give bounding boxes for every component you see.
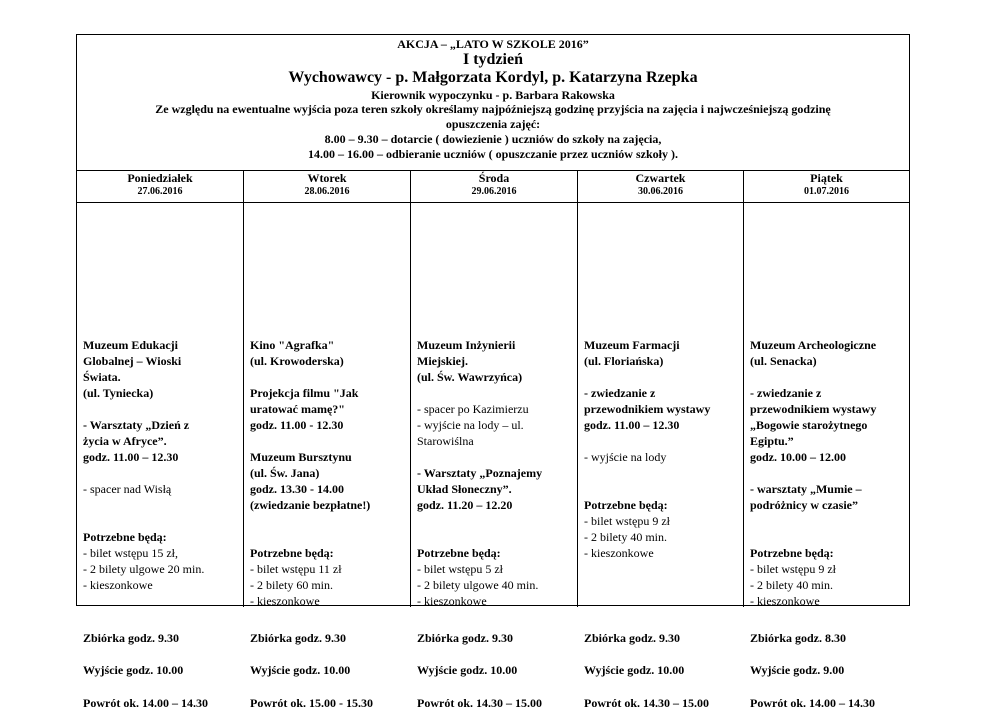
blank-line — [250, 529, 407, 545]
day-column-monday — [77, 170, 243, 710]
content-line: - bilet wstępu 15 zł, — [83, 546, 178, 560]
blank-line — [750, 369, 906, 385]
day-content — [584, 337, 740, 561]
gathering-time: Zbiórka godz. 8.30 — [750, 631, 847, 645]
gathering-time: Zbiórka godz. 9.30 — [83, 631, 180, 645]
blank-line — [584, 369, 740, 385]
blank-line — [417, 529, 574, 545]
content-line: (ul. Św. Wawrzyńca) — [417, 370, 523, 384]
content-line: godz. 11.00 - 12.30 — [250, 418, 344, 432]
content-line: Globalnej – Wioski — [83, 354, 182, 368]
blank-line — [250, 433, 407, 449]
blank-line — [83, 497, 240, 513]
day-content — [750, 337, 906, 609]
blank-line — [83, 513, 240, 529]
blank-line — [750, 465, 906, 481]
day-column-wednesday — [410, 170, 577, 710]
content-line: - 2 bilety 40 min. — [584, 530, 667, 544]
day-date: 29.06.2016 — [471, 186, 517, 197]
notice-line: Ze względu na ewentualne wyjścia poza teren szkoły określamy najpóźniejszą godzinę przyjścia na zajęcia i najwcześniejszą godzinę — [155, 102, 831, 116]
content-line: Muzeum Archeologiczne — [750, 338, 877, 352]
return-time: Powrót ok. 14.00 – 14.30 — [83, 696, 208, 710]
content-line: (ul. Senacka) — [750, 354, 817, 368]
content-line: Potrzebne będą: — [584, 498, 668, 512]
blank-line — [417, 385, 574, 401]
content-line: podróżnicy w czasie” — [750, 498, 858, 512]
return-time: Powrót ok. 14.30 – 15.00 — [417, 696, 542, 710]
content-line: Muzeum Edukacji — [83, 338, 179, 352]
content-line: Starowiślna — [417, 434, 474, 448]
content-line: - spacer po Kazimierzu — [417, 402, 529, 416]
content-line: - Warsztaty „Poznajemy — [417, 466, 543, 480]
content-line: Muzeum Bursztynu — [250, 450, 352, 464]
content-line: (ul. Krowoderska) — [250, 354, 344, 368]
content-line: Muzeum Farmacji — [584, 338, 680, 352]
departure-time: Wyjście godz. 10.00 — [417, 663, 518, 677]
content-line: godz. 10.00 – 12.00 — [750, 450, 846, 464]
blank-line — [584, 433, 740, 449]
day-date: 27.06.2016 — [137, 186, 183, 197]
manager-line: Kierownik wypoczynku - p. Barbara Rakowska — [371, 88, 615, 102]
blank-line — [584, 481, 740, 497]
blank-line — [750, 529, 906, 545]
schedule-table — [76, 34, 910, 710]
notice-line-cont: opuszczenia zajęć: — [445, 117, 541, 131]
day-name: Piątek — [810, 171, 843, 185]
gathering-time: Zbiórka godz. 9.30 — [584, 631, 681, 645]
departure-time: Wyjście godz. 9.00 — [750, 663, 845, 677]
content-line: - warsztaty „Mumie – — [750, 482, 862, 496]
day-name: Czwartek — [635, 171, 686, 185]
day-column-thursday — [577, 170, 743, 710]
gathering-time: Zbiórka godz. 9.30 — [417, 631, 514, 645]
content-line: - 2 bilety ulgowe 40 min. — [417, 578, 539, 592]
week-title: I tydzień — [463, 51, 523, 68]
return-time: Powrót ok. 15.00 - 15.30 — [250, 696, 373, 710]
content-line: - bilet wstępu 9 zł — [584, 514, 670, 528]
content-line: życia w Afryce”. — [83, 434, 167, 448]
content-line: przewodnikiem wystawy — [750, 402, 877, 416]
content-line: „Bogowie starożytnego — [750, 418, 868, 432]
content-line: godz. 11.20 – 12.20 — [417, 498, 513, 512]
content-line: - spacer nad Wisłą — [83, 482, 172, 496]
blank-line — [584, 465, 740, 481]
schedule-header — [77, 35, 909, 170]
content-line: - wyjście na lody – ul. — [417, 418, 524, 432]
content-line: - zwiedzanie z — [584, 386, 656, 400]
content-line: (ul. Floriańska) — [584, 354, 664, 368]
blank-line — [250, 513, 407, 529]
content-line: - wyjście na lody — [584, 450, 667, 464]
content-line: godz. 11.00 – 12.30 — [584, 418, 680, 432]
content-line: - kieszonkowe — [250, 594, 320, 608]
content-line: przewodnikiem wystawy — [584, 402, 711, 416]
blank-line — [417, 513, 574, 529]
content-line: Miejskiej. — [417, 354, 468, 368]
content-line: - kieszonkowe — [750, 594, 820, 608]
day-content — [250, 337, 407, 609]
content-line: - kieszonkowe — [83, 578, 153, 592]
departure-time: Wyjście godz. 10.00 — [584, 663, 685, 677]
content-line: Muzeum Inżynierii — [417, 338, 516, 352]
day-column-tuesday — [243, 170, 410, 710]
content-line: - bilet wstępu 11 zł — [250, 562, 342, 576]
content-line: Potrzebne będą: — [83, 530, 167, 544]
campaign-title: AKCJA – „LATO W SZKOLE 2016” — [397, 37, 589, 51]
departure-time: Wyjście godz. 10.00 — [83, 663, 184, 677]
content-line: uratować mamę?" — [250, 402, 345, 416]
day-column-friday — [743, 170, 909, 710]
blank-line — [750, 513, 906, 529]
content-line: - zwiedzanie z — [750, 386, 822, 400]
content-line: Projekcja filmu "Jak — [250, 386, 359, 400]
content-line: Kino "Agrafka" — [250, 338, 335, 352]
pickup-hours: 14.00 – 16.00 – odbieranie uczniów ( opuszczanie przez uczniów szkoły ). — [308, 147, 678, 161]
content-line: Świata. — [83, 370, 121, 384]
content-line: - bilet wstępu 9 zł — [750, 562, 836, 576]
blank-line — [83, 401, 240, 417]
blank-line — [417, 449, 574, 465]
day-date: 28.06.2016 — [304, 186, 350, 197]
content-line: Potrzebne będą: — [750, 546, 834, 560]
day-name: Poniedziałek — [127, 171, 193, 185]
gathering-time: Zbiórka godz. 9.30 — [250, 631, 347, 645]
content-line: Układ Słoneczny”. — [417, 482, 512, 496]
content-line: godz. 11.00 – 12.30 — [83, 450, 179, 464]
content-line: (ul. Św. Jana) — [250, 466, 320, 480]
content-line: (ul. Tyniecka) — [83, 386, 154, 400]
content-line: Egiptu.” — [750, 434, 794, 448]
day-date: 01.07.2016 — [804, 186, 849, 197]
content-line: - kieszonkowe — [584, 546, 654, 560]
day-date: 30.06.2016 — [638, 186, 683, 197]
blank-line — [83, 465, 240, 481]
day-content — [417, 337, 574, 609]
arrival-hours: 8.00 – 9.30 – dotarcie ( dowiezienie ) uczniów do szkoły na zajęcia, — [324, 132, 662, 146]
blank-line — [250, 369, 407, 385]
content-line: - 2 bilety 60 min. — [250, 578, 333, 592]
content-line: godz. 13.30 - 14.00 — [250, 482, 344, 496]
return-time: Powrót ok. 14.30 – 15.00 — [584, 696, 709, 710]
content-line: Potrzebne będą: — [417, 546, 501, 560]
content-line: - bilet wstępu 5 zł — [417, 562, 503, 576]
content-line: - Warsztaty „Dzień z — [83, 418, 190, 432]
content-line: Potrzebne będą: — [250, 546, 334, 560]
day-name: Środa — [478, 171, 510, 185]
content-line: - 2 bilety ulgowe 20 min. — [83, 562, 205, 576]
content-line: (zwiedzanie bezpłatne!) — [250, 498, 371, 512]
content-line: - kieszonkowe — [417, 594, 487, 608]
return-time: Powrót ok. 14.00 – 14.30 — [750, 696, 875, 710]
day-content — [83, 337, 240, 593]
content-line: - 2 bilety 40 min. — [750, 578, 833, 592]
educators-line: Wychowawcy - p. Małgorzata Kordyl, p. Katarzyna Rzepka — [288, 69, 698, 86]
departure-time: Wyjście godz. 10.00 — [250, 663, 351, 677]
day-name: Wtorek — [307, 171, 347, 185]
